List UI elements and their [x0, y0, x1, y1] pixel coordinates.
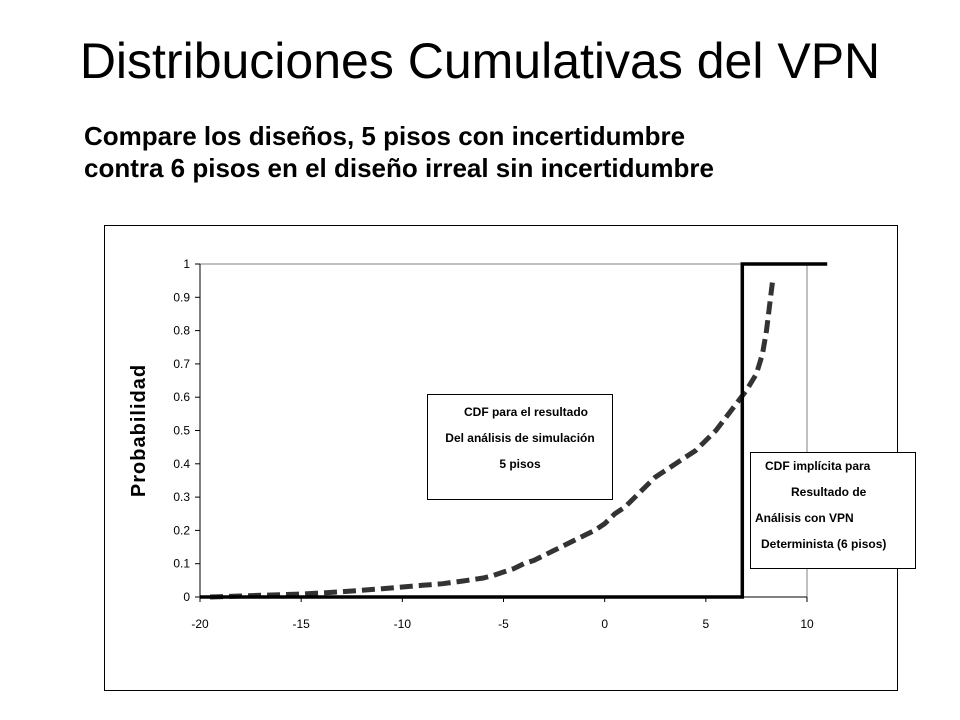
annotation-deterministic-line-4: Determinista (6 pisos)	[761, 537, 887, 551]
y-tick-label-4: 0.4	[173, 456, 190, 471]
annotation-deterministic-line-2: Resultado de	[791, 485, 867, 499]
y-tick-label-10: 1	[183, 257, 190, 271]
y-tick-label-8: 0.8	[173, 323, 190, 338]
x-tick-label-5: 5	[702, 617, 710, 631]
x-tick-label-6: 10	[800, 617, 814, 631]
y-tick-label-7: 0.7	[173, 356, 190, 371]
slide-subtitle	[84, 120, 904, 184]
y-tick-label-6: 0.6	[173, 390, 190, 405]
annotation-simulation	[427, 394, 613, 500]
y-tick-label-2: 0.2	[173, 523, 190, 538]
y-tick-label-5: 0.5	[173, 423, 190, 438]
y-tick-label-0: 0	[183, 590, 190, 604]
y-axis-label: Probabilidad	[128, 363, 150, 498]
annotation-deterministic-line-1: CDF implícita para	[765, 459, 871, 473]
x-tick-label-1: -15	[292, 617, 310, 631]
y-tick-label-9: 0.9	[173, 290, 190, 305]
subtitle-line-1: Compare los diseños, 5 pisos con incertidumbre	[84, 121, 686, 151]
annotation-simulation-line-1: CDF para el resultado	[463, 405, 589, 419]
chart-frame	[104, 225, 898, 691]
annotation-simulation-line-3: 5 pisos	[499, 457, 541, 471]
y-tick-label-1: 0.1	[173, 556, 190, 571]
annotation-deterministic-line-3: Análisis con VPN	[755, 511, 854, 525]
x-tick-label-0: -20	[191, 617, 209, 631]
x-tick-label-2: -10	[393, 617, 412, 631]
annotation-simulation-line-2: Del análisis de simulación	[445, 431, 595, 445]
annotation-deterministic	[750, 452, 916, 569]
y-tick-label-3: 0.3	[173, 490, 190, 505]
slide-title: Distribuciones Cumulativas del VPN	[79, 33, 881, 89]
x-tick-label-3: -5	[498, 617, 509, 631]
subtitle-line-2: contra 6 pisos en el diseño irreal sin incertidumbre	[84, 153, 714, 183]
x-tick-label-4: 0	[601, 617, 609, 631]
